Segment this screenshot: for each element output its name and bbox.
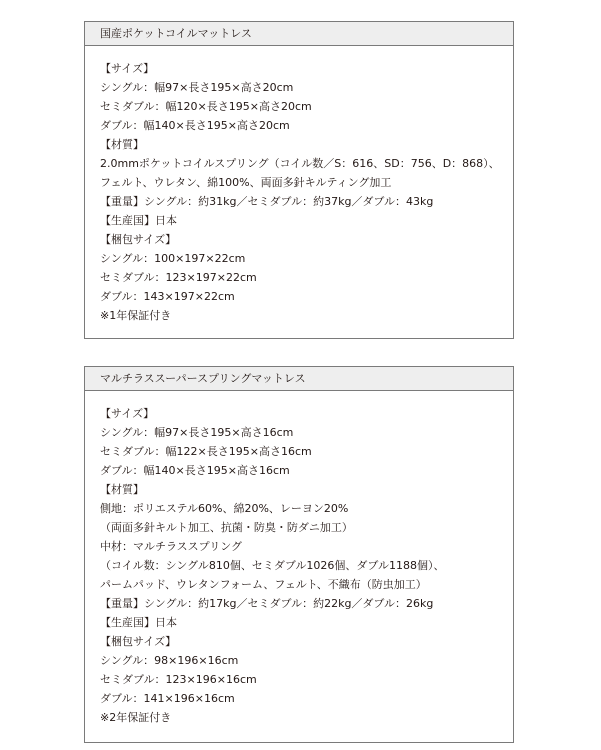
spec-line: 【重量】シングル：約31kg／セミダブル：約37kg／ダブル：43kg [100, 195, 434, 208]
spec-box-multi-spring [84, 366, 514, 743]
spec-line: ※1年保証付き [100, 309, 172, 322]
spec-line: ※2年保証付き [100, 711, 172, 724]
spec-line: セミダブル：123×197×22cm [100, 271, 257, 284]
spec-line: 【生産国】日本 [100, 616, 177, 629]
spec-line: 中材：マルチラススプリング [100, 540, 243, 553]
spec-title: 国産ポケットコイルマットレス [85, 22, 513, 46]
spec-line: 【梱包サイズ】 [100, 233, 177, 246]
spec-line: （コイル数：シングル810個、セミダブル1026個、ダブル1188個）、 [100, 559, 445, 572]
spec-line: 【サイズ】 [100, 407, 155, 420]
spec-body [85, 391, 513, 727]
spec-line: セミダブル：123×196×16cm [100, 673, 257, 686]
spec-line: シングル：幅97×長さ195×高さ20cm [100, 81, 294, 94]
spec-line: 【サイズ】 [100, 62, 155, 75]
spec-line: シングル：98×196×16cm [100, 654, 239, 667]
spec-line: （両面多針キルト加工、抗菌・防臭・防ダニ加工） [100, 521, 353, 534]
spec-title: マルチラススーパースプリングマットレス [85, 367, 513, 391]
spec-line: セミダブル：幅122×長さ195×高さ16cm [100, 445, 312, 458]
spec-line: 【材質】 [100, 138, 144, 151]
spec-line: パームパッド、ウレタンフォーム、フェルト、不織布（防虫加工） [100, 578, 427, 591]
spec-line: ダブル：143×197×22cm [100, 290, 235, 303]
spec-box-pocket-coil [84, 21, 514, 339]
spec-line: フェルト、ウレタン、綿100%、両面多針キルティング加工 [100, 176, 392, 189]
spec-line: 【梱包サイズ】 [100, 635, 177, 648]
spec-line: ダブル：幅140×長さ195×高さ20cm [100, 119, 290, 132]
spec-line: セミダブル：幅120×長さ195×高さ20cm [100, 100, 312, 113]
spec-line: 側地：ポリエステル60%、綿20%、レーヨン20% [100, 502, 349, 515]
spec-line: 2.0mmポケットコイルスプリング（コイル数／S：616、SD：756、D：868）、 [100, 157, 500, 170]
spec-line: シングル：100×197×22cm [100, 252, 246, 265]
spec-line: ダブル：141×196×16cm [100, 692, 235, 705]
spec-line: ダブル：幅140×長さ195×高さ16cm [100, 464, 290, 477]
spec-line: シングル：幅97×長さ195×高さ16cm [100, 426, 294, 439]
spec-line: 【重量】シングル：約17kg／セミダブル：約22kg／ダブル：26kg [100, 597, 434, 610]
spec-line: 【材質】 [100, 483, 144, 496]
spec-line: 【生産国】日本 [100, 214, 177, 227]
spec-body [85, 46, 513, 325]
